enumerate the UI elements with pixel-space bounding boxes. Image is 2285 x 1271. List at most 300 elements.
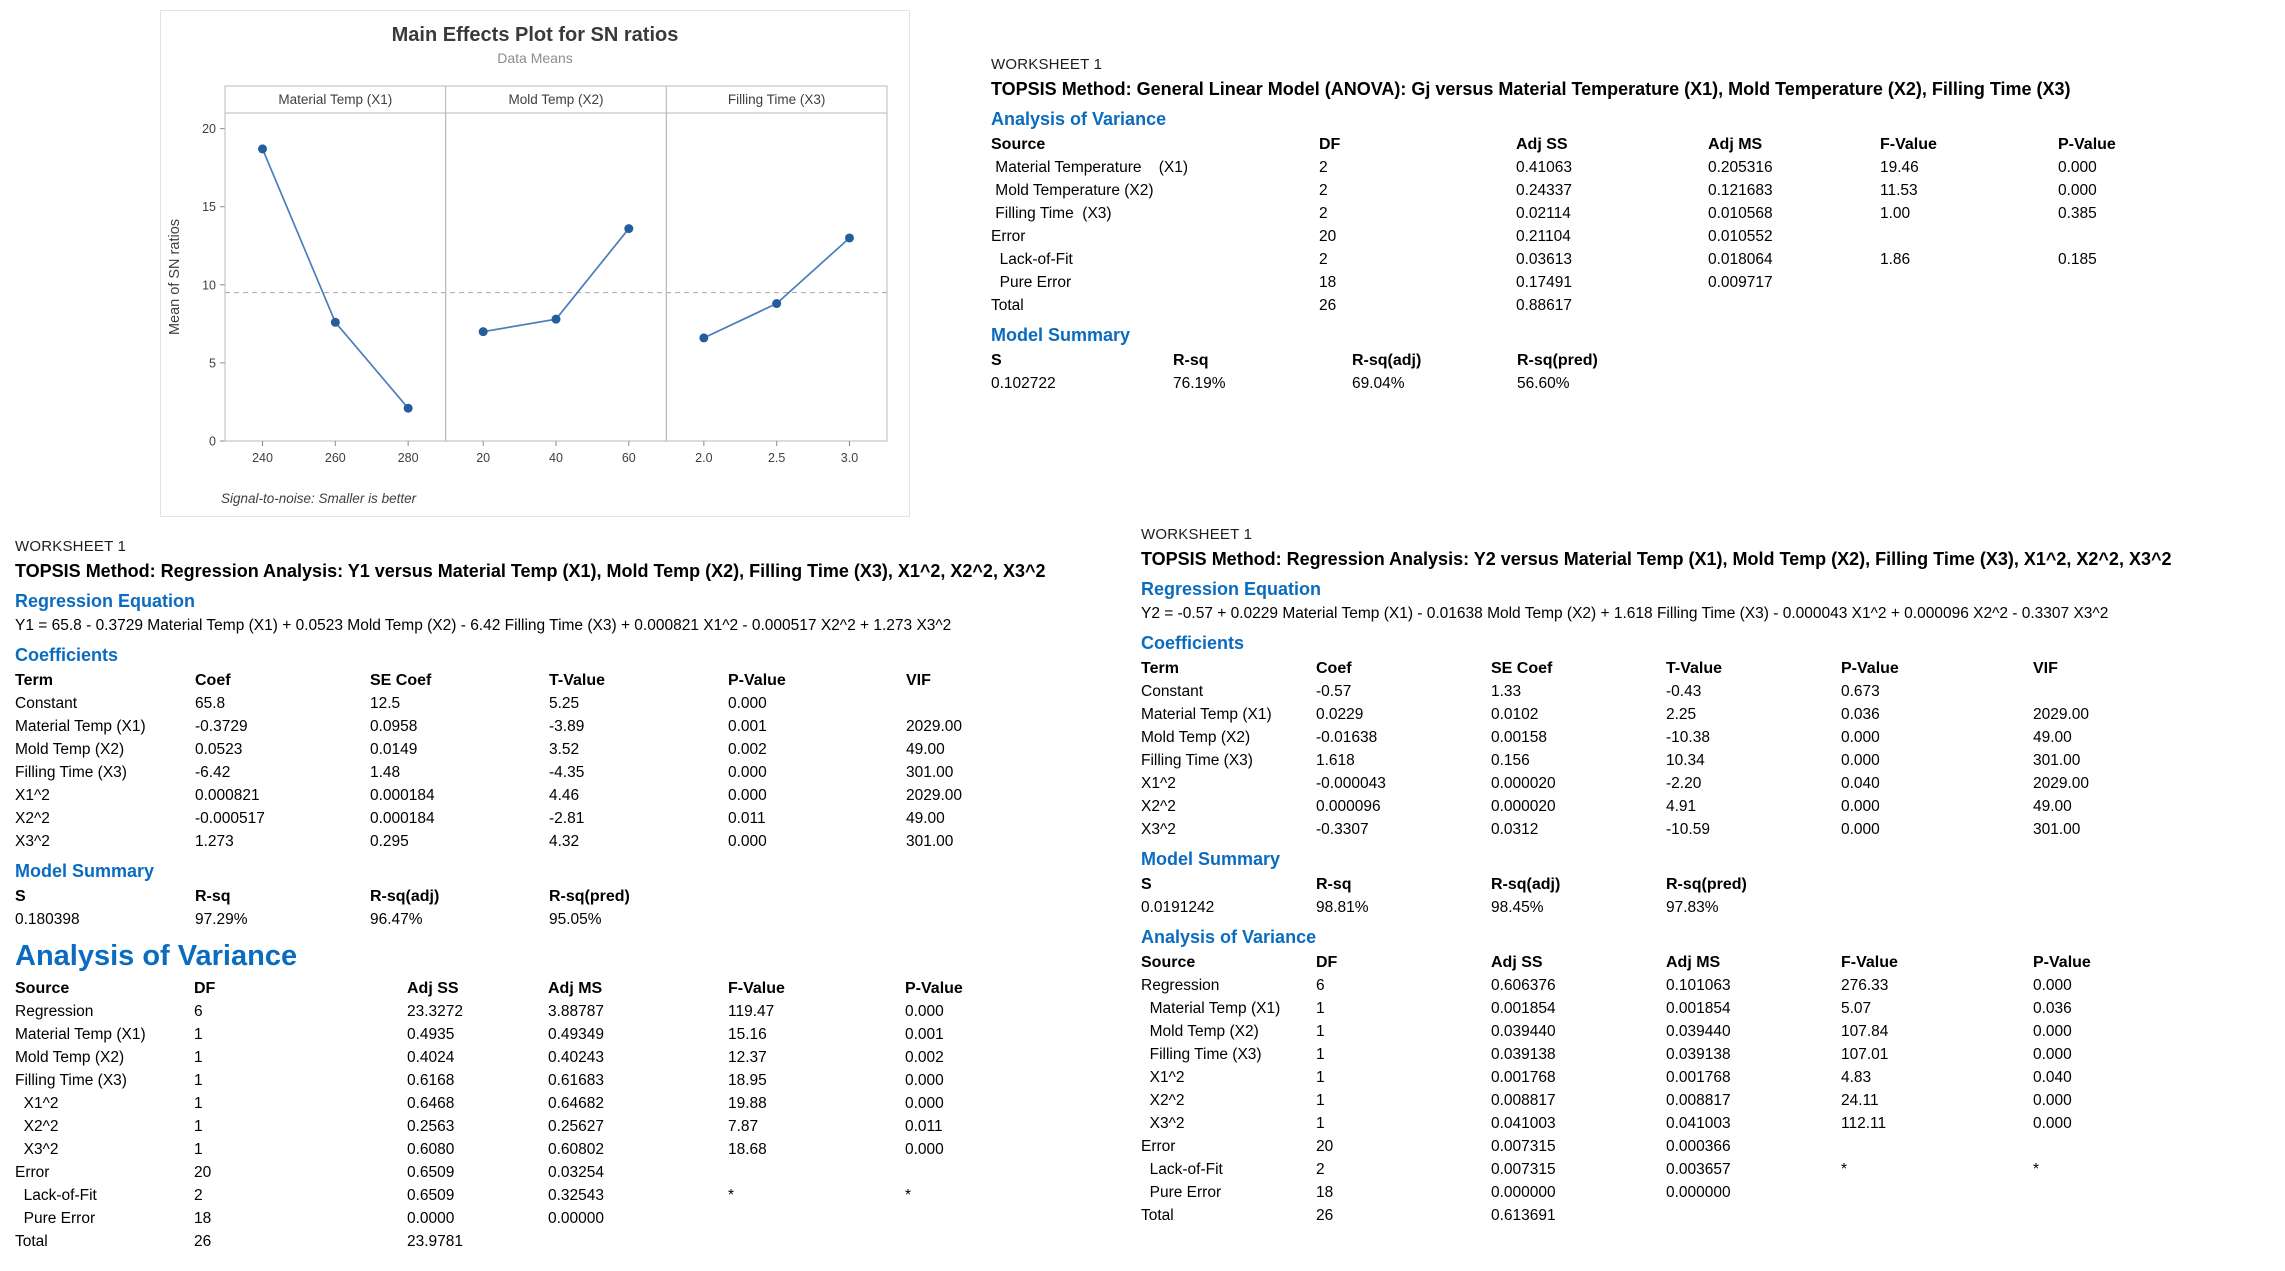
table-cell: 5.07 — [1841, 1000, 1872, 1017]
table-cell: 276.33 — [1841, 977, 1889, 994]
table-cell: 0.000 — [2058, 159, 2097, 176]
table-header-cell: F-Value — [1841, 954, 1898, 971]
table-row — [1141, 772, 2281, 795]
table-cell: 0.41063 — [1516, 159, 1573, 176]
table-cell: Material Temp (X1) — [15, 1026, 146, 1043]
table-header-cell: R-sq(pred) — [1666, 876, 1747, 893]
table-cell: 0.4935 — [407, 1026, 455, 1043]
model-summary-heading: Model Summary — [1141, 849, 1281, 869]
table-cell: 0.61683 — [548, 1072, 605, 1089]
table-cell: 0.039138 — [1666, 1046, 1731, 1063]
table-cell: 20 — [194, 1164, 212, 1181]
table-header-cell: S — [1141, 876, 1152, 893]
svg-text:Material Temp (X1): Material Temp (X1) — [278, 92, 393, 107]
table-cell: 6 — [1316, 977, 1325, 994]
table-cell: 1 — [194, 1095, 203, 1112]
anova-heading: Analysis of Variance — [15, 940, 298, 972]
coefficients-heading: Coefficients — [15, 645, 119, 665]
model-summary-heading: Model Summary — [15, 861, 155, 881]
reg2-coefficients-table — [1141, 657, 2281, 841]
table-cell: 1 — [1316, 1069, 1325, 1086]
table-cell: 19.88 — [728, 1095, 767, 1112]
table-cell: 56.60% — [1517, 375, 1570, 392]
reg1-model-summary-table — [15, 885, 1125, 931]
table-cell: Filling Time (X3) — [15, 1072, 127, 1089]
table-cell: Material Temp (X1) — [1141, 706, 1272, 723]
table-cell: 49.00 — [906, 741, 945, 758]
table-cell: Regression — [15, 1003, 94, 1020]
svg-text:Mean of SN ratios: Mean of SN ratios — [167, 218, 183, 336]
table-cell: X2^2 — [1141, 798, 1176, 815]
table-cell: 107.84 — [1841, 1023, 1889, 1040]
table-cell: 2029.00 — [2033, 775, 2090, 792]
table-cell: X2^2 — [15, 1118, 59, 1135]
svg-text:Signal-to-noise: Smaller is be: Signal-to-noise: Smaller is better — [221, 491, 417, 506]
table-cell: 301.00 — [906, 764, 954, 781]
table-cell: 4.32 — [549, 833, 580, 850]
table-cell: Material Temp (X1) — [15, 718, 146, 735]
table-cell: 1 — [1316, 1000, 1325, 1017]
table-header-cell: Adj SS — [1491, 954, 1543, 971]
table-row — [15, 761, 1125, 784]
table-cell: 2 — [194, 1187, 203, 1204]
table-cell: Mold Temp (X2) — [15, 741, 125, 758]
table-header-cell: P-Value — [1841, 660, 1899, 677]
table-cell: 0.036 — [2033, 1000, 2072, 1017]
table-cell: Pure Error — [1141, 1184, 1222, 1201]
table-row — [1141, 1020, 2281, 1043]
table-cell: 0.011 — [728, 810, 766, 827]
table-row — [1141, 1112, 2281, 1135]
table-cell: Error — [15, 1164, 50, 1181]
table-cell: 0.000 — [1841, 729, 1880, 746]
table-cell: -0.01638 — [1316, 729, 1378, 746]
table-cell: 0.385 — [2058, 205, 2097, 222]
table-cell: * — [905, 1187, 912, 1204]
regression-equation-heading: Regression Equation — [15, 591, 196, 611]
table-cell: Total — [1141, 1207, 1174, 1224]
table-cell: -3.89 — [549, 718, 585, 735]
table-cell: 0.000 — [905, 1072, 944, 1089]
table-row — [1141, 1043, 2281, 1066]
table-cell: 98.81% — [1316, 899, 1369, 916]
table-cell: 0.000020 — [1491, 775, 1556, 792]
table-row — [15, 1138, 1125, 1161]
table-cell: 0.6509 — [407, 1164, 455, 1181]
table-cell: 0.041003 — [1491, 1115, 1556, 1132]
table-header-cell: P-Value — [2033, 954, 2091, 971]
svg-text:240: 240 — [252, 451, 273, 465]
table-header-cell: P-Value — [728, 672, 786, 689]
table-cell: Error — [991, 228, 1026, 245]
table-header-cell: R-sq(pred) — [549, 888, 630, 905]
table-row — [1141, 896, 2281, 919]
table-cell: 5.25 — [549, 695, 580, 712]
svg-text:2.5: 2.5 — [767, 451, 786, 465]
table-cell: 0.010568 — [1708, 205, 1773, 222]
table-cell: 0.041003 — [1666, 1115, 1731, 1132]
table-header-cell: R-sq(pred) — [1517, 352, 1598, 369]
table-row — [1141, 818, 2281, 841]
table-cell: X2^2 — [1141, 1092, 1185, 1109]
table-cell: 1 — [194, 1072, 203, 1089]
table-header-cell: R-sq — [1316, 876, 1352, 893]
table-row — [1141, 795, 2281, 818]
table-cell: -0.57 — [1316, 683, 1352, 700]
table-header-cell: DF — [194, 980, 216, 997]
table-cell: Mold Temp (X2) — [1141, 729, 1251, 746]
regression-equation-heading: Regression Equation — [1141, 579, 1322, 599]
table-cell: 7.87 — [728, 1118, 759, 1135]
table-header-cell: VIF — [2033, 660, 2058, 677]
table-cell: 19.46 — [1880, 159, 1919, 176]
table-cell: 0.001 — [905, 1026, 944, 1043]
svg-text:15: 15 — [202, 200, 216, 215]
table-cell: 1 — [194, 1141, 203, 1158]
section-title: TOPSIS Method: Regression Analysis: Y1 versus Material Temp (X1), Mold Temp (X2), Filling Time (X3), X1^2, X2^2, X3^2 — [15, 561, 1046, 581]
table-header-cell: SE Coef — [370, 672, 432, 689]
table-header-row — [1141, 951, 2281, 974]
table-cell: 0.039138 — [1491, 1046, 1556, 1063]
table-cell: 3.88787 — [548, 1003, 605, 1020]
table-cell: 0.88617 — [1516, 297, 1573, 314]
table-cell: Total — [15, 1233, 48, 1250]
svg-text:0: 0 — [209, 434, 216, 449]
table-cell: 2029.00 — [2033, 706, 2090, 723]
table-cell: 0.32543 — [548, 1187, 605, 1204]
table-cell: 0.0312 — [1491, 821, 1539, 838]
table-cell: 0.009717 — [1708, 274, 1773, 291]
table-cell: 0.40243 — [548, 1049, 605, 1066]
table-header-cell: Adj SS — [407, 980, 459, 997]
svg-text:60: 60 — [621, 451, 636, 465]
table-header-row — [991, 349, 2281, 372]
svg-text:20: 20 — [202, 122, 216, 137]
table-cell: 15.16 — [728, 1026, 767, 1043]
table-cell: X3^2 — [1141, 1115, 1185, 1132]
table-row — [1141, 1158, 2281, 1181]
table-row — [15, 715, 1125, 738]
table-cell: 0.0229 — [1316, 706, 1364, 723]
table-header-row — [15, 885, 1125, 908]
table-cell: 0.0523 — [195, 741, 243, 758]
table-cell: 0.00158 — [1491, 729, 1548, 746]
table-cell: 107.01 — [1841, 1046, 1889, 1063]
table-cell: 0.000000 — [1666, 1184, 1731, 1201]
table-cell: 69.04% — [1352, 375, 1405, 392]
table-cell: 49.00 — [906, 810, 945, 827]
table-cell: 0.000 — [1841, 752, 1880, 769]
table-cell: -0.3307 — [1316, 821, 1369, 838]
table-cell: 1.48 — [370, 764, 401, 781]
table-cell: 0.000821 — [195, 787, 260, 804]
table-cell: 3.52 — [549, 741, 580, 758]
table-cell: 0.2563 — [407, 1118, 455, 1135]
table-header-cell: R-sq — [195, 888, 231, 905]
anova-heading: Analysis of Variance — [1141, 927, 1317, 947]
table-cell: 0.60802 — [548, 1141, 605, 1158]
table-cell: 0.003657 — [1666, 1161, 1731, 1178]
table-row — [1141, 1181, 2281, 1204]
table-cell: 0.000 — [728, 787, 767, 804]
table-header-cell: F-Value — [1880, 136, 1937, 153]
table-cell: 0.000 — [905, 1003, 944, 1020]
table-cell: 0.156 — [1491, 752, 1530, 769]
section-title: TOPSIS Method: Regression Analysis: Y2 versus Material Temp (X1), Mold Temp (X2), Filling Time (X3), X1^2, X2^2, X3^2 — [1141, 549, 2172, 569]
anova-heading: Analysis of Variance — [991, 109, 1167, 129]
table-cell: 18 — [1319, 274, 1337, 291]
table-cell: 0.25627 — [548, 1118, 605, 1135]
table-cell: Lack-of-Fit — [1141, 1161, 1223, 1178]
table-row — [15, 1023, 1125, 1046]
svg-text:260: 260 — [324, 451, 346, 465]
table-header-row — [1141, 873, 2281, 896]
table-row — [15, 1046, 1125, 1069]
table-header-cell: F-Value — [728, 980, 785, 997]
table-cell: 0.007315 — [1491, 1161, 1556, 1178]
glm-model-summary-table — [991, 349, 2281, 395]
table-row — [15, 830, 1125, 853]
table-cell: 0.606376 — [1491, 977, 1556, 994]
table-cell: 0.000 — [728, 764, 767, 781]
section-title: TOPSIS Method: General Linear Model (ANOVA): Gj versus Material Temperature (X1), Mold Temperature (X2), Filling Time (X3) — [991, 79, 2071, 99]
table-cell: 301.00 — [2033, 752, 2081, 769]
table-cell: -10.59 — [1666, 821, 1710, 838]
table-cell: 0.040 — [2033, 1069, 2072, 1086]
table-row — [15, 784, 1125, 807]
table-cell: 0.000184 — [370, 810, 435, 827]
table-row — [15, 1092, 1125, 1115]
table-cell: 0.6168 — [407, 1072, 455, 1089]
table-cell: 301.00 — [906, 833, 954, 850]
table-cell: 2029.00 — [906, 787, 963, 804]
table-cell: Constant — [15, 695, 78, 712]
table-cell: 0.002 — [905, 1049, 944, 1066]
svg-text:5: 5 — [209, 356, 216, 371]
table-cell: 49.00 — [2033, 729, 2072, 746]
svg-text:20: 20 — [476, 451, 491, 465]
table-cell: 0.180398 — [15, 911, 80, 928]
table-row — [991, 179, 2281, 202]
table-header-cell: Adj MS — [1708, 136, 1763, 153]
table-row — [991, 294, 2281, 317]
table-row — [1141, 703, 2281, 726]
table-cell: Constant — [1141, 683, 1204, 700]
svg-text:10: 10 — [202, 278, 216, 293]
table-cell: 6 — [194, 1003, 203, 1020]
table-header-cell: Coef — [195, 672, 231, 689]
table-cell: 0.001768 — [1491, 1069, 1556, 1086]
table-cell: 18 — [194, 1210, 212, 1227]
glm-anova-table — [991, 133, 2281, 317]
table-cell: 0.008817 — [1666, 1092, 1731, 1109]
table-row — [15, 1115, 1125, 1138]
worksheet-label: WORKSHEET 1 — [1141, 526, 1253, 543]
table-cell: Lack-of-Fit — [15, 1187, 97, 1204]
table-header-cell: R-sq(adj) — [370, 888, 440, 905]
svg-text:Mold Temp (X2): Mold Temp (X2) — [508, 92, 604, 107]
table-cell: 76.19% — [1173, 375, 1226, 392]
table-cell: 0.295 — [370, 833, 409, 850]
table-cell: 1 — [194, 1049, 203, 1066]
table-header-row — [15, 669, 1125, 692]
table-cell: 4.91 — [1666, 798, 1697, 815]
table-cell: -0.43 — [1666, 683, 1702, 700]
table-cell: 301.00 — [2033, 821, 2081, 838]
table-cell: 0.0958 — [370, 718, 418, 735]
table-cell: Mold Temperature (X2) — [991, 182, 1154, 199]
table-cell: 95.05% — [549, 911, 602, 928]
table-cell: 0.011 — [905, 1118, 943, 1135]
table-cell: 0.64682 — [548, 1095, 605, 1112]
table-cell: 4.83 — [1841, 1069, 1872, 1086]
table-row — [15, 1207, 1125, 1230]
table-row — [1141, 1089, 2281, 1112]
table-cell: 0.03613 — [1516, 251, 1573, 268]
table-cell: Material Temp (X1) — [1141, 1000, 1281, 1017]
table-cell: 0.002 — [728, 741, 767, 758]
table-cell: X1^2 — [15, 787, 50, 804]
svg-text:40: 40 — [549, 451, 563, 465]
coefficients-heading: Coefficients — [1141, 633, 1245, 653]
table-cell: 1.33 — [1491, 683, 1522, 700]
table-cell: 11.53 — [1880, 182, 1918, 199]
table-cell: 0.040 — [1841, 775, 1880, 792]
table-cell: 2.25 — [1666, 706, 1697, 723]
table-cell: Pure Error — [15, 1210, 96, 1227]
table-cell: * — [1841, 1161, 1848, 1178]
table-cell: 97.83% — [1666, 899, 1719, 916]
regression-equation: Y2 = -0.57 + 0.0229 Material Temp (X1) - 0.01638 Mold Temp (X2) + 1.618 Filling Time (X3) - 0.000043 X1^2 + 0.000096 X2^2 - 0.3307 X3^2 — [1141, 605, 2109, 622]
table-cell: 0.102722 — [991, 375, 1056, 392]
table-cell: X1^2 — [1141, 1069, 1185, 1086]
table-cell: 0.000 — [905, 1095, 944, 1112]
table-cell: 0.000 — [2033, 977, 2072, 994]
worksheet-label: WORKSHEET 1 — [15, 538, 127, 555]
table-header-cell: Source — [1141, 954, 1196, 971]
table-cell: 0.673 — [1841, 683, 1880, 700]
table-header-cell: DF — [1316, 954, 1338, 971]
table-header-cell: Term — [15, 672, 53, 689]
table-cell: 2 — [1316, 1161, 1325, 1178]
table-header-cell: VIF — [906, 672, 931, 689]
main-effects-plot-svg — [161, 11, 909, 516]
table-cell: Pure Error — [991, 274, 1072, 291]
table-row — [15, 1184, 1125, 1207]
table-cell: 1.86 — [1880, 251, 1911, 268]
table-header-row — [991, 133, 2281, 156]
table-cell: 0.000 — [2033, 1115, 2072, 1132]
table-cell: X1^2 — [15, 1095, 59, 1112]
table-header-cell: R-sq(adj) — [1491, 876, 1561, 893]
table-cell: 2 — [1319, 205, 1328, 222]
table-cell: 98.45% — [1491, 899, 1544, 916]
regression-y1-section — [15, 538, 1125, 1253]
table-cell: 49.00 — [2033, 798, 2072, 815]
table-cell: 12.5 — [370, 695, 401, 712]
main-effects-plot — [160, 10, 910, 517]
worksheet-label: WORKSHEET 1 — [991, 56, 1103, 73]
table-cell: 0.121683 — [1708, 182, 1773, 199]
table-header-cell: Coef — [1316, 660, 1352, 677]
table-cell: 0.6468 — [407, 1095, 455, 1112]
table-row — [991, 372, 2281, 395]
table-cell: Total — [991, 297, 1024, 314]
table-cell: 26 — [194, 1233, 212, 1250]
table-header-cell: DF — [1319, 136, 1341, 153]
table-cell: 12.37 — [728, 1049, 767, 1066]
table-cell: 0.000366 — [1666, 1138, 1731, 1155]
table-cell: X1^2 — [1141, 775, 1176, 792]
table-row — [15, 908, 1125, 931]
table-cell: 0.02114 — [1516, 205, 1571, 222]
table-cell: X3^2 — [1141, 821, 1176, 838]
table-row — [1141, 680, 2281, 703]
table-cell: Filling Time (X3) — [1141, 752, 1253, 769]
table-cell: 0.008817 — [1491, 1092, 1556, 1109]
table-cell: 0.001 — [728, 718, 767, 735]
table-cell: 1 — [1316, 1023, 1325, 1040]
table-cell: Filling Time (X3) — [1141, 1046, 1262, 1063]
table-row — [1141, 749, 2281, 772]
table-cell: 0.0102 — [1491, 706, 1539, 723]
table-cell: -0.000043 — [1316, 775, 1386, 792]
svg-text:Filling Time (X3): Filling Time (X3) — [727, 92, 826, 107]
table-row — [15, 1069, 1125, 1092]
table-row — [991, 271, 2281, 294]
reg2-anova-table — [1141, 951, 2281, 1227]
reg1-anova-table — [15, 977, 1125, 1253]
table-cell: 112.11 — [1841, 1115, 1887, 1132]
table-row — [1141, 1204, 2281, 1227]
table-cell: 0.000 — [728, 833, 767, 850]
table-cell: Filling Time (X3) — [991, 205, 1112, 222]
table-cell: 1 — [194, 1026, 203, 1043]
table-cell: 0.24337 — [1516, 182, 1573, 199]
table-cell: 0.0000 — [407, 1210, 455, 1227]
table-header-cell: Adj SS — [1516, 136, 1568, 153]
table-cell: 26 — [1319, 297, 1337, 314]
table-cell: 26 — [1316, 1207, 1334, 1224]
table-header-cell: T-Value — [1666, 660, 1723, 677]
table-cell: 0.039440 — [1666, 1023, 1731, 1040]
reg2-model-summary-table — [1141, 873, 2281, 919]
table-cell: -6.42 — [195, 764, 231, 781]
table-cell: 0.613691 — [1491, 1207, 1556, 1224]
table-row — [1141, 1066, 2281, 1089]
table-cell: X3^2 — [15, 833, 50, 850]
table-header-row — [15, 977, 1125, 1000]
table-cell: 23.9781 — [407, 1233, 464, 1250]
table-header-cell: T-Value — [549, 672, 606, 689]
table-cell: 0.000 — [1841, 798, 1880, 815]
table-cell: 0.6080 — [407, 1141, 455, 1158]
svg-text:280: 280 — [397, 451, 419, 465]
model-summary-heading: Model Summary — [991, 325, 1131, 345]
table-cell: 0.000 — [2033, 1046, 2072, 1063]
glm-anova-section — [991, 56, 2281, 395]
table-row — [15, 1161, 1125, 1184]
table-cell: 0.49349 — [548, 1026, 605, 1043]
table-header-cell: SE Coef — [1491, 660, 1553, 677]
table-cell: 0.4024 — [407, 1049, 455, 1066]
reg1-coefficients-table — [15, 669, 1125, 853]
table-cell: -2.20 — [1666, 775, 1702, 792]
svg-text:Main Effects Plot for SN ratio: Main Effects Plot for SN ratios — [391, 24, 679, 46]
table-cell: 0.000000 — [1491, 1184, 1556, 1201]
table-cell: 0.036 — [1841, 706, 1880, 723]
table-header-row — [1141, 657, 2281, 680]
